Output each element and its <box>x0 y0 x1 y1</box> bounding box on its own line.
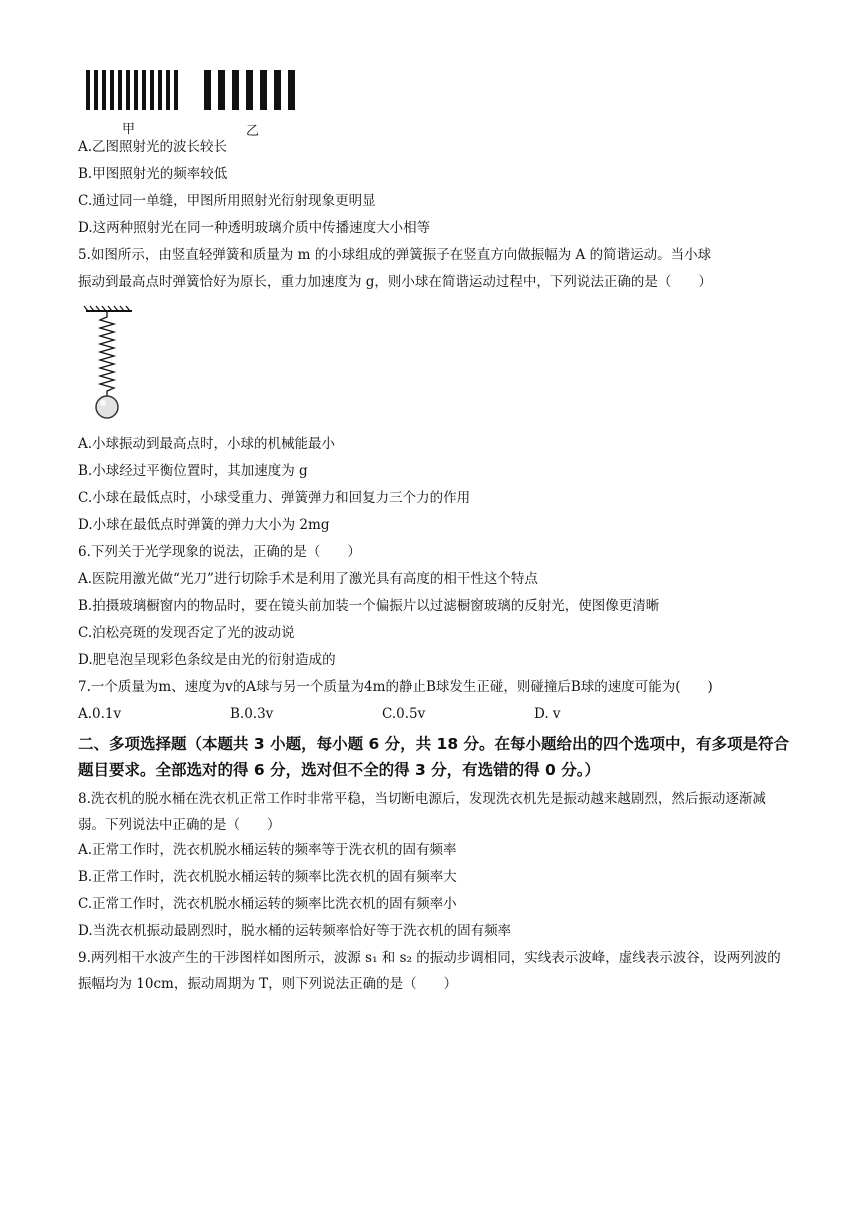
q7-option-c: C.0.5v <box>382 706 426 722</box>
q6-option-b: B.拍摄玻璃橱窗内的物品时，要在镜头前加装一个偏振片以过滤橱窗玻璃的反射光，使图像更清晰 <box>78 598 660 614</box>
q6-stem: 6.下列关于光学现象的说法，正确的是（ ） <box>78 544 361 560</box>
q5-stem-line1: 5.如图所示，由竖直轻弹簧和质量为 m 的小球组成的弹簧振子在竖直方向做振幅为 A 的简谐运动。当小球 <box>78 247 712 263</box>
q8-stem: 8.洗衣机的脱水桶在洗衣机正常工作时非常平稳，当切断电源后，发现洗衣机先是振动越来越剧烈，然后振动逐渐减弱。下列说法中正确的是（ ） <box>78 791 766 833</box>
q7-stem: 7.一个质量为m、速度为v的A球与另一个质量为4m的静止B球发生正碰，则碰撞后B球的速度可能为( ) <box>78 679 713 695</box>
fringe-label-right: 乙 <box>246 124 260 139</box>
q8-option-d: D.当洗衣机振动最剧烈时，脱水桶的运转频率恰好等于洗衣机的固有频率 <box>78 923 512 939</box>
q7-option-a: A.0.1v <box>78 706 122 722</box>
q6-option-a: A.医院用激光做“光刀”进行切除手术是利用了激光具有高度的相干性这个特点 <box>78 571 538 587</box>
q5-option-d: D.小球在最低点时弹簧的弹力大小为 2mg <box>78 517 330 533</box>
fringe-pattern-left <box>86 70 178 110</box>
q7-option-d: D. v <box>534 706 561 722</box>
q8-option-c: C.正常工作时，洗衣机脱水桶运转的频率比洗衣机的固有频率小 <box>78 896 457 912</box>
section2-heading: 二、多项选择题（本题共 3 小题，每小题 6 分，共 18 分。在每小题给出的四个选项中，有多项是符合题目要求。全部选对的得 6 分，选对但不全的得 3 分，有选错的得 0 分。） <box>78 735 790 779</box>
q7-option-b: B.0.3v <box>230 706 274 722</box>
q8-option-a: A.正常工作时，洗衣机脱水桶运转的频率等于洗衣机的固有频率 <box>78 842 457 858</box>
q4-option-b: B.甲图照射光的频率较低 <box>78 166 228 182</box>
q8-option-b: B.正常工作时，洗衣机脱水桶运转的频率比洗衣机的固有频率大 <box>78 869 457 885</box>
spring-oscillator-figure <box>80 305 140 425</box>
q6-option-d: D.肥皂泡呈现彩色条纹是由光的衍射造成的 <box>78 652 336 668</box>
q4-option-c: C.通过同一单缝，甲图所用照射光衍射现象更明显 <box>78 193 376 209</box>
q9-stem: 9.两列相干水波产生的干涉图样如图所示，波源 s₁ 和 s₂ 的振动步调相同，实线表示波峰，虚线表示波谷，设两列波的振幅均为 10cm，振动周期为 T，则下列说法正确的是（ ） <box>78 950 781 992</box>
fringe-pattern-right <box>204 70 295 110</box>
q5-option-b: B.小球经过平衡位置时，其加速度为 g <box>78 463 308 479</box>
q5-option-a: A.小球振动到最高点时，小球的机械能最小 <box>78 436 336 452</box>
q4-option-d: D.这两种照射光在同一种透明玻璃介质中传播速度大小相等 <box>78 220 431 236</box>
q4-option-a: A.乙图照射光的波长较长 <box>78 139 228 155</box>
q5-stem-line2: 振动到最高点时弹簧恰好为原长，重力加速度为 g，则小球在简谐运动过程中，下列说法正确的是（ ） <box>78 274 712 290</box>
q6-option-c: C.泊松亮斑的发现否定了光的波动说 <box>78 625 295 641</box>
fringe-label-left: 甲 <box>122 122 136 137</box>
q5-option-c: C.小球在最低点时，小球受重力、弹簧弹力和回复力三个力的作用 <box>78 490 471 506</box>
fringe-figure <box>84 68 324 118</box>
